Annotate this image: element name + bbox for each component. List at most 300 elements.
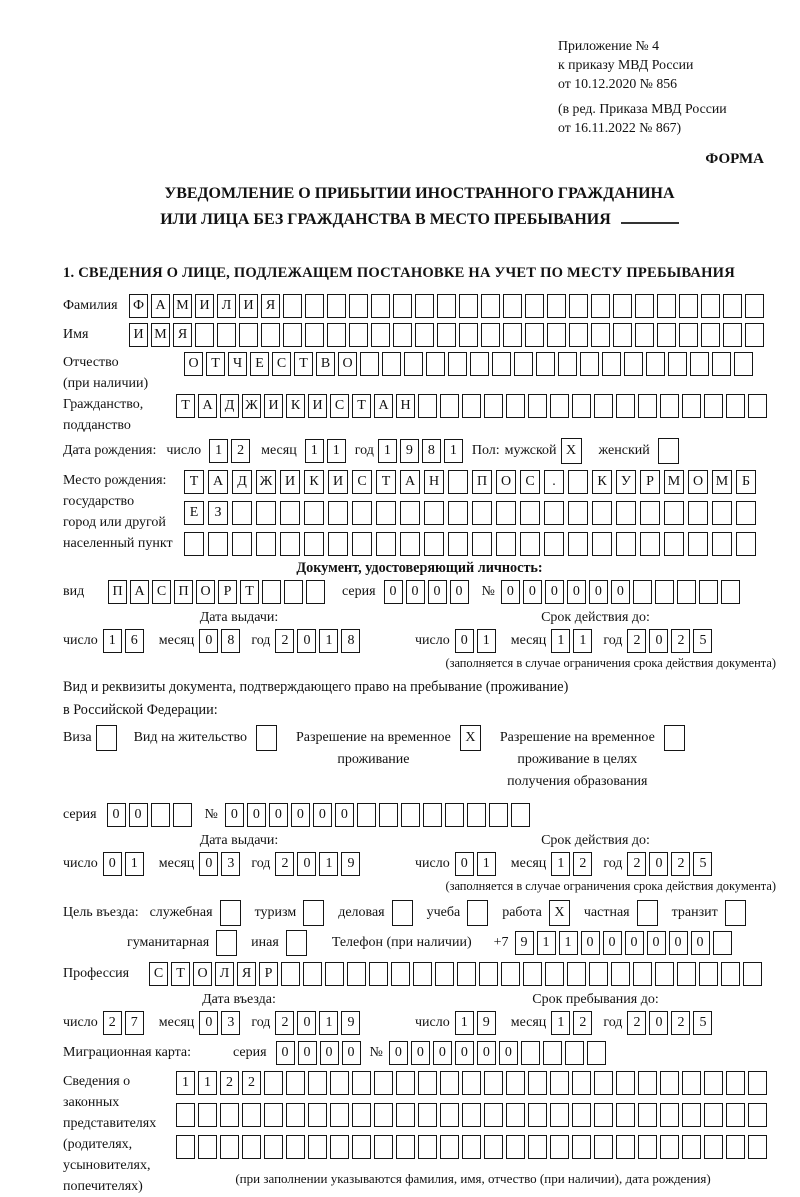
char-box[interactable]: 0	[389, 1041, 408, 1065]
char-box[interactable]	[286, 930, 307, 956]
char-box[interactable]	[328, 501, 348, 525]
char-box[interactable]	[352, 1135, 371, 1159]
char-box[interactable]: Л	[215, 962, 234, 986]
char-box[interactable]: Ж	[242, 394, 261, 418]
char-box[interactable]: Л	[217, 294, 236, 318]
char-box[interactable]: С	[272, 352, 291, 376]
char-box[interactable]: 1	[537, 931, 556, 955]
char-box[interactable]: Т	[184, 470, 204, 494]
char-box[interactable]	[481, 323, 500, 347]
char-box[interactable]: 2	[627, 1011, 646, 1035]
char-box[interactable]	[349, 294, 368, 318]
char-box[interactable]	[232, 532, 252, 556]
char-box[interactable]: Р	[640, 470, 660, 494]
char-box[interactable]	[371, 294, 390, 318]
char-box[interactable]	[264, 1103, 283, 1127]
char-box[interactable]	[547, 294, 566, 318]
char-box[interactable]: 0	[298, 1041, 317, 1065]
char-box[interactable]: 0	[649, 629, 668, 653]
char-box[interactable]	[550, 1103, 569, 1127]
char-box[interactable]: 7	[125, 1011, 144, 1035]
char-box[interactable]: М	[664, 470, 684, 494]
char-box[interactable]: Я	[173, 323, 192, 347]
char-box[interactable]	[220, 1103, 239, 1127]
char-box[interactable]: И	[129, 323, 148, 347]
char-box[interactable]	[220, 900, 241, 926]
char-box[interactable]: 0	[342, 1041, 361, 1065]
char-box[interactable]: 1	[477, 852, 496, 876]
char-box[interactable]: 3	[221, 1011, 240, 1035]
char-box[interactable]: А	[400, 470, 420, 494]
char-box[interactable]	[400, 501, 420, 525]
char-box[interactable]	[418, 1103, 437, 1127]
char-box[interactable]	[591, 294, 610, 318]
char-box[interactable]: 0	[455, 852, 474, 876]
char-box[interactable]	[592, 532, 612, 556]
char-box[interactable]	[286, 1135, 305, 1159]
char-box[interactable]	[569, 323, 588, 347]
char-box[interactable]	[242, 1135, 261, 1159]
char-box[interactable]	[699, 580, 718, 604]
char-box[interactable]	[352, 1071, 371, 1095]
char-box[interactable]: 5	[693, 1011, 712, 1035]
char-box[interactable]	[690, 352, 709, 376]
char-box[interactable]	[303, 900, 324, 926]
char-box[interactable]: 0	[247, 803, 266, 827]
char-box[interactable]	[479, 962, 498, 986]
char-box[interactable]: 0	[199, 629, 218, 653]
char-box[interactable]	[668, 352, 687, 376]
char-box[interactable]	[423, 803, 442, 827]
char-box[interactable]	[198, 1135, 217, 1159]
char-box[interactable]: 0	[455, 629, 474, 653]
char-box[interactable]: 0	[384, 580, 403, 604]
char-box[interactable]	[682, 1103, 701, 1127]
char-box[interactable]: 1	[103, 629, 122, 653]
char-box[interactable]: Т	[240, 580, 259, 604]
char-box[interactable]	[748, 1103, 767, 1127]
char-box[interactable]	[467, 803, 486, 827]
char-box[interactable]	[304, 501, 324, 525]
char-box[interactable]: 1	[551, 1011, 570, 1035]
char-box[interactable]	[496, 501, 516, 525]
char-box[interactable]	[633, 580, 652, 604]
char-box[interactable]: 0	[603, 931, 622, 955]
char-box[interactable]: 0	[669, 931, 688, 955]
char-box[interactable]: З	[208, 501, 228, 525]
char-box[interactable]	[462, 394, 481, 418]
char-box[interactable]: В	[316, 352, 335, 376]
char-box[interactable]	[306, 580, 325, 604]
char-box[interactable]	[523, 962, 542, 986]
char-box[interactable]: О	[496, 470, 516, 494]
char-box[interactable]: 1	[209, 439, 228, 463]
char-box[interactable]: О	[688, 470, 708, 494]
char-box[interactable]	[501, 962, 520, 986]
char-box[interactable]: 0	[297, 852, 316, 876]
char-box[interactable]	[506, 1103, 525, 1127]
char-box[interactable]: 0	[103, 852, 122, 876]
char-box[interactable]	[506, 1135, 525, 1159]
char-box[interactable]	[440, 1135, 459, 1159]
char-box[interactable]	[657, 323, 676, 347]
char-box[interactable]	[484, 1103, 503, 1127]
char-box[interactable]	[393, 294, 412, 318]
char-box[interactable]: У	[616, 470, 636, 494]
char-box[interactable]	[305, 323, 324, 347]
char-box[interactable]	[682, 1135, 701, 1159]
char-box[interactable]	[360, 352, 379, 376]
char-box[interactable]: 0	[225, 803, 244, 827]
char-box[interactable]	[374, 1135, 393, 1159]
char-box[interactable]	[638, 1135, 657, 1159]
char-box[interactable]	[396, 1071, 415, 1095]
char-box[interactable]: Т	[376, 470, 396, 494]
char-box[interactable]	[736, 532, 756, 556]
char-box[interactable]	[437, 294, 456, 318]
char-box[interactable]	[470, 352, 489, 376]
char-box[interactable]: Д	[232, 470, 252, 494]
char-box[interactable]: 1	[444, 439, 463, 463]
char-box[interactable]	[484, 394, 503, 418]
char-box[interactable]: 8	[221, 629, 240, 653]
char-box[interactable]: 0	[611, 580, 630, 604]
char-box[interactable]: М	[151, 323, 170, 347]
char-box[interactable]	[594, 1103, 613, 1127]
char-box[interactable]: И	[280, 470, 300, 494]
char-box[interactable]	[664, 501, 684, 525]
char-box[interactable]	[283, 323, 302, 347]
char-box[interactable]	[594, 394, 613, 418]
char-box[interactable]: 0	[545, 580, 564, 604]
char-box[interactable]: О	[184, 352, 203, 376]
char-box[interactable]	[544, 501, 564, 525]
char-box[interactable]: 0	[523, 580, 542, 604]
char-box[interactable]	[308, 1071, 327, 1095]
char-box[interactable]	[330, 1135, 349, 1159]
char-box[interactable]: Е	[184, 501, 204, 525]
char-box[interactable]: 0	[335, 803, 354, 827]
char-box[interactable]	[528, 1135, 547, 1159]
char-box[interactable]: X	[561, 438, 582, 464]
char-box[interactable]	[424, 532, 444, 556]
char-box[interactable]	[723, 323, 742, 347]
char-box[interactable]	[528, 1071, 547, 1095]
char-box[interactable]: 2	[573, 1011, 592, 1035]
char-box[interactable]	[712, 532, 732, 556]
char-box[interactable]: 2	[103, 1011, 122, 1035]
char-box[interactable]	[572, 394, 591, 418]
char-box[interactable]: Т	[171, 962, 190, 986]
char-box[interactable]: С	[330, 394, 349, 418]
char-box[interactable]	[528, 1103, 547, 1127]
char-box[interactable]	[198, 1103, 217, 1127]
char-box[interactable]: Я	[261, 294, 280, 318]
char-box[interactable]	[664, 532, 684, 556]
char-box[interactable]	[280, 501, 300, 525]
char-box[interactable]	[328, 532, 348, 556]
char-box[interactable]	[638, 394, 657, 418]
char-box[interactable]: 0	[428, 580, 447, 604]
char-box[interactable]: 2	[671, 629, 690, 653]
char-box[interactable]	[589, 962, 608, 986]
char-box[interactable]: 0	[589, 580, 608, 604]
char-box[interactable]	[660, 1135, 679, 1159]
char-box[interactable]: 0	[647, 931, 666, 955]
char-box[interactable]	[472, 501, 492, 525]
char-box[interactable]	[725, 900, 746, 926]
char-box[interactable]: 1	[319, 629, 338, 653]
char-box[interactable]	[283, 294, 302, 318]
char-box[interactable]: Ч	[228, 352, 247, 376]
char-box[interactable]: 8	[422, 439, 441, 463]
char-box[interactable]	[496, 532, 516, 556]
char-box[interactable]: 0	[199, 1011, 218, 1035]
char-box[interactable]: 1	[319, 852, 338, 876]
char-box[interactable]	[704, 394, 723, 418]
char-box[interactable]: П	[472, 470, 492, 494]
char-box[interactable]: 2	[220, 1071, 239, 1095]
char-box[interactable]	[637, 900, 658, 926]
char-box[interactable]	[514, 352, 533, 376]
char-box[interactable]: К	[286, 394, 305, 418]
char-box[interactable]: А	[208, 470, 228, 494]
char-box[interactable]	[550, 1071, 569, 1095]
char-box[interactable]	[704, 1135, 723, 1159]
char-box[interactable]: 6	[125, 629, 144, 653]
char-box[interactable]	[701, 294, 720, 318]
char-box[interactable]	[745, 294, 764, 318]
char-box[interactable]	[484, 1071, 503, 1095]
char-box[interactable]	[704, 1071, 723, 1095]
char-box[interactable]	[743, 962, 762, 986]
char-box[interactable]	[217, 323, 236, 347]
char-box[interactable]	[699, 962, 718, 986]
char-box[interactable]	[572, 1135, 591, 1159]
char-box[interactable]	[437, 323, 456, 347]
char-box[interactable]: Т	[352, 394, 371, 418]
char-box[interactable]	[440, 1103, 459, 1127]
char-box[interactable]	[701, 323, 720, 347]
char-box[interactable]: .	[544, 470, 564, 494]
char-box[interactable]	[591, 323, 610, 347]
char-box[interactable]: 0	[477, 1041, 496, 1065]
char-box[interactable]	[543, 1041, 562, 1065]
char-box[interactable]	[462, 1103, 481, 1127]
char-box[interactable]	[418, 1071, 437, 1095]
char-box[interactable]	[536, 352, 555, 376]
char-box[interactable]: К	[304, 470, 324, 494]
char-box[interactable]	[688, 501, 708, 525]
char-box[interactable]	[565, 1041, 584, 1065]
char-box[interactable]: И	[239, 294, 258, 318]
char-box[interactable]	[677, 580, 696, 604]
char-box[interactable]: 0	[320, 1041, 339, 1065]
char-box[interactable]: А	[198, 394, 217, 418]
char-box[interactable]: 9	[515, 931, 534, 955]
char-box[interactable]: 0	[291, 803, 310, 827]
char-box[interactable]: 0	[411, 1041, 430, 1065]
char-box[interactable]	[660, 394, 679, 418]
char-box[interactable]: 1	[305, 439, 324, 463]
char-box[interactable]	[712, 352, 731, 376]
char-box[interactable]	[688, 532, 708, 556]
char-box[interactable]	[616, 1135, 635, 1159]
char-box[interactable]	[195, 323, 214, 347]
char-box[interactable]	[677, 962, 696, 986]
char-box[interactable]: М	[712, 470, 732, 494]
char-box[interactable]: 1	[559, 931, 578, 955]
char-box[interactable]: 0	[297, 629, 316, 653]
char-box[interactable]: А	[374, 394, 393, 418]
char-box[interactable]	[506, 1071, 525, 1095]
char-box[interactable]	[176, 1135, 195, 1159]
char-box[interactable]: 0	[499, 1041, 518, 1065]
char-box[interactable]	[308, 1135, 327, 1159]
char-box[interactable]	[208, 532, 228, 556]
char-box[interactable]	[467, 900, 488, 926]
char-box[interactable]	[484, 1135, 503, 1159]
char-box[interactable]: Н	[424, 470, 444, 494]
char-box[interactable]: 2	[242, 1071, 261, 1095]
char-box[interactable]: О	[196, 580, 215, 604]
char-box[interactable]: П	[174, 580, 193, 604]
char-box[interactable]	[572, 1103, 591, 1127]
char-box[interactable]	[511, 803, 530, 827]
char-box[interactable]	[521, 1041, 540, 1065]
char-box[interactable]: 1	[477, 629, 496, 653]
char-box[interactable]	[660, 1103, 679, 1127]
char-box[interactable]: 0	[567, 580, 586, 604]
char-box[interactable]	[264, 1135, 283, 1159]
char-box[interactable]: 9	[341, 1011, 360, 1035]
char-box[interactable]	[448, 470, 468, 494]
char-box[interactable]	[440, 1071, 459, 1095]
char-box[interactable]	[239, 323, 258, 347]
char-box[interactable]: 0	[649, 852, 668, 876]
char-box[interactable]	[286, 1103, 305, 1127]
char-box[interactable]	[682, 1071, 701, 1095]
char-box[interactable]: 1	[176, 1071, 195, 1095]
char-box[interactable]: А	[151, 294, 170, 318]
char-box[interactable]: 1	[319, 1011, 338, 1035]
char-box[interactable]	[721, 962, 740, 986]
char-box[interactable]	[616, 1071, 635, 1095]
char-box[interactable]	[184, 532, 204, 556]
char-box[interactable]	[440, 394, 459, 418]
char-box[interactable]: 2	[231, 439, 250, 463]
char-box[interactable]	[284, 580, 303, 604]
char-box[interactable]	[655, 962, 674, 986]
char-box[interactable]: О	[193, 962, 212, 986]
char-box[interactable]	[503, 323, 522, 347]
char-box[interactable]	[568, 470, 588, 494]
char-box[interactable]: 1	[551, 629, 570, 653]
char-box[interactable]	[308, 1103, 327, 1127]
char-box[interactable]	[457, 962, 476, 986]
char-box[interactable]	[592, 501, 612, 525]
char-box[interactable]	[256, 532, 276, 556]
char-box[interactable]	[369, 962, 388, 986]
char-box[interactable]	[376, 532, 396, 556]
char-box[interactable]	[426, 352, 445, 376]
char-box[interactable]	[400, 532, 420, 556]
char-box[interactable]	[567, 962, 586, 986]
char-box[interactable]	[415, 323, 434, 347]
char-box[interactable]: 0	[313, 803, 332, 827]
char-box[interactable]	[96, 725, 117, 751]
char-box[interactable]	[616, 532, 636, 556]
char-box[interactable]	[448, 501, 468, 525]
char-box[interactable]: Ф	[129, 294, 148, 318]
char-box[interactable]	[525, 323, 544, 347]
char-box[interactable]: 1	[455, 1011, 474, 1035]
char-box[interactable]	[352, 1103, 371, 1127]
char-box[interactable]	[264, 1071, 283, 1095]
char-box[interactable]	[330, 1071, 349, 1095]
char-box[interactable]	[587, 1041, 606, 1065]
char-box[interactable]	[704, 1103, 723, 1127]
char-box[interactable]	[635, 323, 654, 347]
char-box[interactable]	[726, 1103, 745, 1127]
char-box[interactable]	[352, 501, 372, 525]
char-box[interactable]	[151, 803, 170, 827]
char-box[interactable]	[489, 803, 508, 827]
char-box[interactable]	[327, 323, 346, 347]
char-box[interactable]	[396, 1135, 415, 1159]
char-box[interactable]	[304, 532, 324, 556]
char-box[interactable]	[544, 532, 564, 556]
char-box[interactable]	[330, 1103, 349, 1127]
char-box[interactable]	[445, 803, 464, 827]
char-box[interactable]: 3	[221, 852, 240, 876]
char-box[interactable]	[525, 294, 544, 318]
char-box[interactable]	[748, 394, 767, 418]
char-box[interactable]	[726, 394, 745, 418]
char-box[interactable]: 9	[341, 852, 360, 876]
char-box[interactable]	[503, 294, 522, 318]
char-box[interactable]: 2	[627, 629, 646, 653]
char-box[interactable]: 5	[693, 852, 712, 876]
char-box[interactable]: Т	[176, 394, 195, 418]
char-box[interactable]	[418, 1135, 437, 1159]
char-box[interactable]	[281, 962, 300, 986]
char-box[interactable]: Р	[259, 962, 278, 986]
char-box[interactable]	[256, 725, 277, 751]
char-box[interactable]	[594, 1071, 613, 1095]
char-box[interactable]	[220, 1135, 239, 1159]
char-box[interactable]	[658, 438, 679, 464]
char-box[interactable]: Я	[237, 962, 256, 986]
char-box[interactable]: Р	[218, 580, 237, 604]
char-box[interactable]: 1	[378, 439, 397, 463]
char-box[interactable]	[616, 501, 636, 525]
char-box[interactable]	[459, 323, 478, 347]
char-box[interactable]: Т	[294, 352, 313, 376]
char-box[interactable]	[547, 323, 566, 347]
char-box[interactable]	[404, 352, 423, 376]
char-box[interactable]: 1	[573, 629, 592, 653]
char-box[interactable]	[640, 501, 660, 525]
char-box[interactable]	[520, 501, 540, 525]
char-box[interactable]	[492, 352, 511, 376]
char-box[interactable]: 0	[276, 1041, 295, 1065]
char-box[interactable]	[349, 323, 368, 347]
char-box[interactable]	[305, 294, 324, 318]
char-box[interactable]	[558, 352, 577, 376]
char-box[interactable]: М	[173, 294, 192, 318]
char-box[interactable]	[682, 394, 701, 418]
